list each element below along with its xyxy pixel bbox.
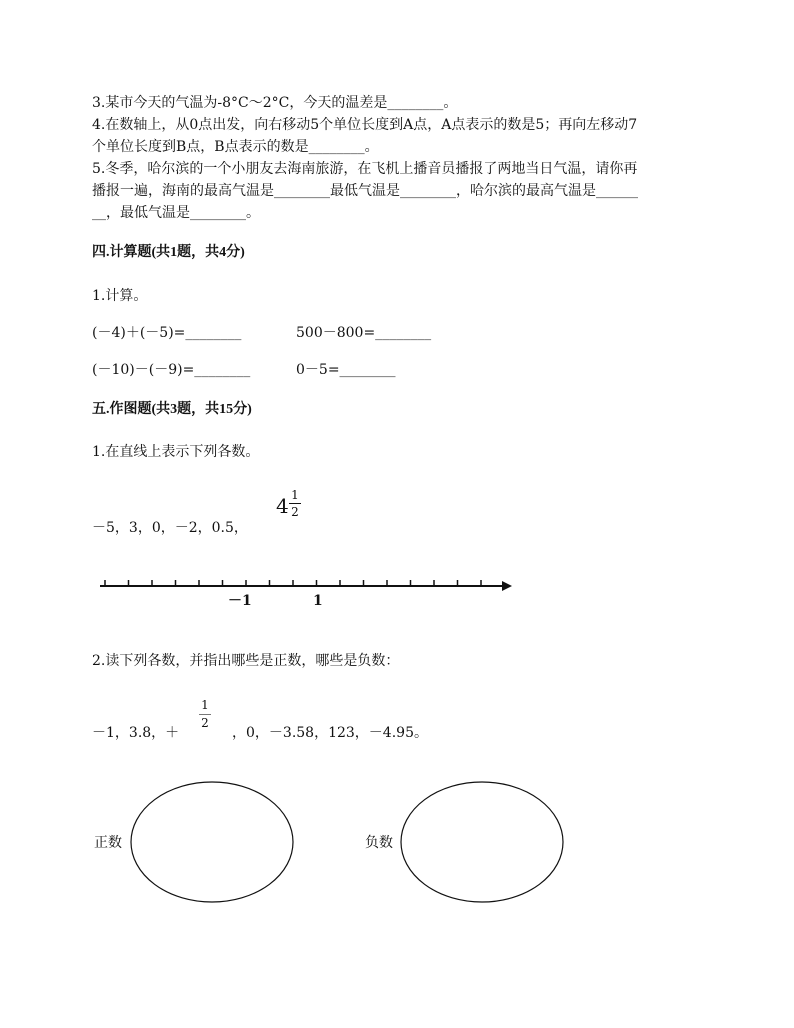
number-list: －5，3，0，－2，0.5， bbox=[92, 520, 248, 536]
q2-fraction-numerator: 1 bbox=[201, 698, 209, 712]
calc-item-1: (－4)＋(－5)=________ bbox=[92, 325, 242, 341]
negative-label: 负数 bbox=[365, 835, 393, 851]
q2-fraction-denominator: 2 bbox=[201, 716, 209, 730]
mixed-number-numerator: 1 bbox=[291, 488, 299, 502]
axis-label-neg-one: －1 bbox=[228, 593, 252, 609]
calc-item-2: 500－800=________ bbox=[296, 325, 432, 341]
calc-item-4: 0－5=________ bbox=[296, 362, 396, 378]
q2-numbers-suffix: ，0，－3.58，123，－4.95。 bbox=[232, 725, 428, 741]
section-4-question-1-title: 1.计算。 bbox=[92, 288, 148, 304]
section-5-question-2-title: 2.读下列各数，并指出哪些是正数，哪些是负数： bbox=[92, 653, 400, 669]
q2-numbers-prefix: －1，3.8，＋ bbox=[92, 725, 180, 741]
mixed-number-denominator: 2 bbox=[291, 505, 299, 519]
axis-label-one: 1 bbox=[313, 593, 323, 609]
mixed-number-whole: 4 bbox=[276, 494, 289, 518]
negative-ellipse bbox=[401, 782, 563, 902]
problem-5-text-line3: __，最低气温是________。 bbox=[92, 205, 260, 221]
positive-ellipse bbox=[131, 782, 293, 902]
section-4-heading: 四.计算题(共1题，共4分) bbox=[92, 245, 245, 260]
problem-3-text: 3.某市今天的气温为-8°C～2°C，今天的温差是________。 bbox=[92, 95, 458, 111]
problem-4-text-line1: 4.在数轴上，从0点出发，向右移动5个单位长度到A点，A点表示的数是5；再向左移动7 bbox=[92, 117, 638, 133]
section-5-question-1-title: 1.在直线上表示下列各数。 bbox=[92, 444, 260, 460]
calc-item-3: (－10)－(－9)=________ bbox=[92, 362, 251, 378]
section-5-heading: 五.作图题(共3题，共15分) bbox=[92, 402, 252, 417]
problem-5-text-line2: 播报一遍，海南的最高气温是________最低气温是________，哈尔滨的最高气温是______ bbox=[92, 183, 638, 199]
problem-5-text-line1: 5.冬季，哈尔滨的一个小朋友去海南旅游，在飞机上播音员播报了两地当日气温，请你再 bbox=[92, 161, 638, 177]
problem-4-text-line2: 个单位长度到B点，B点表示的数是________。 bbox=[92, 139, 379, 155]
positive-label: 正数 bbox=[94, 835, 122, 851]
